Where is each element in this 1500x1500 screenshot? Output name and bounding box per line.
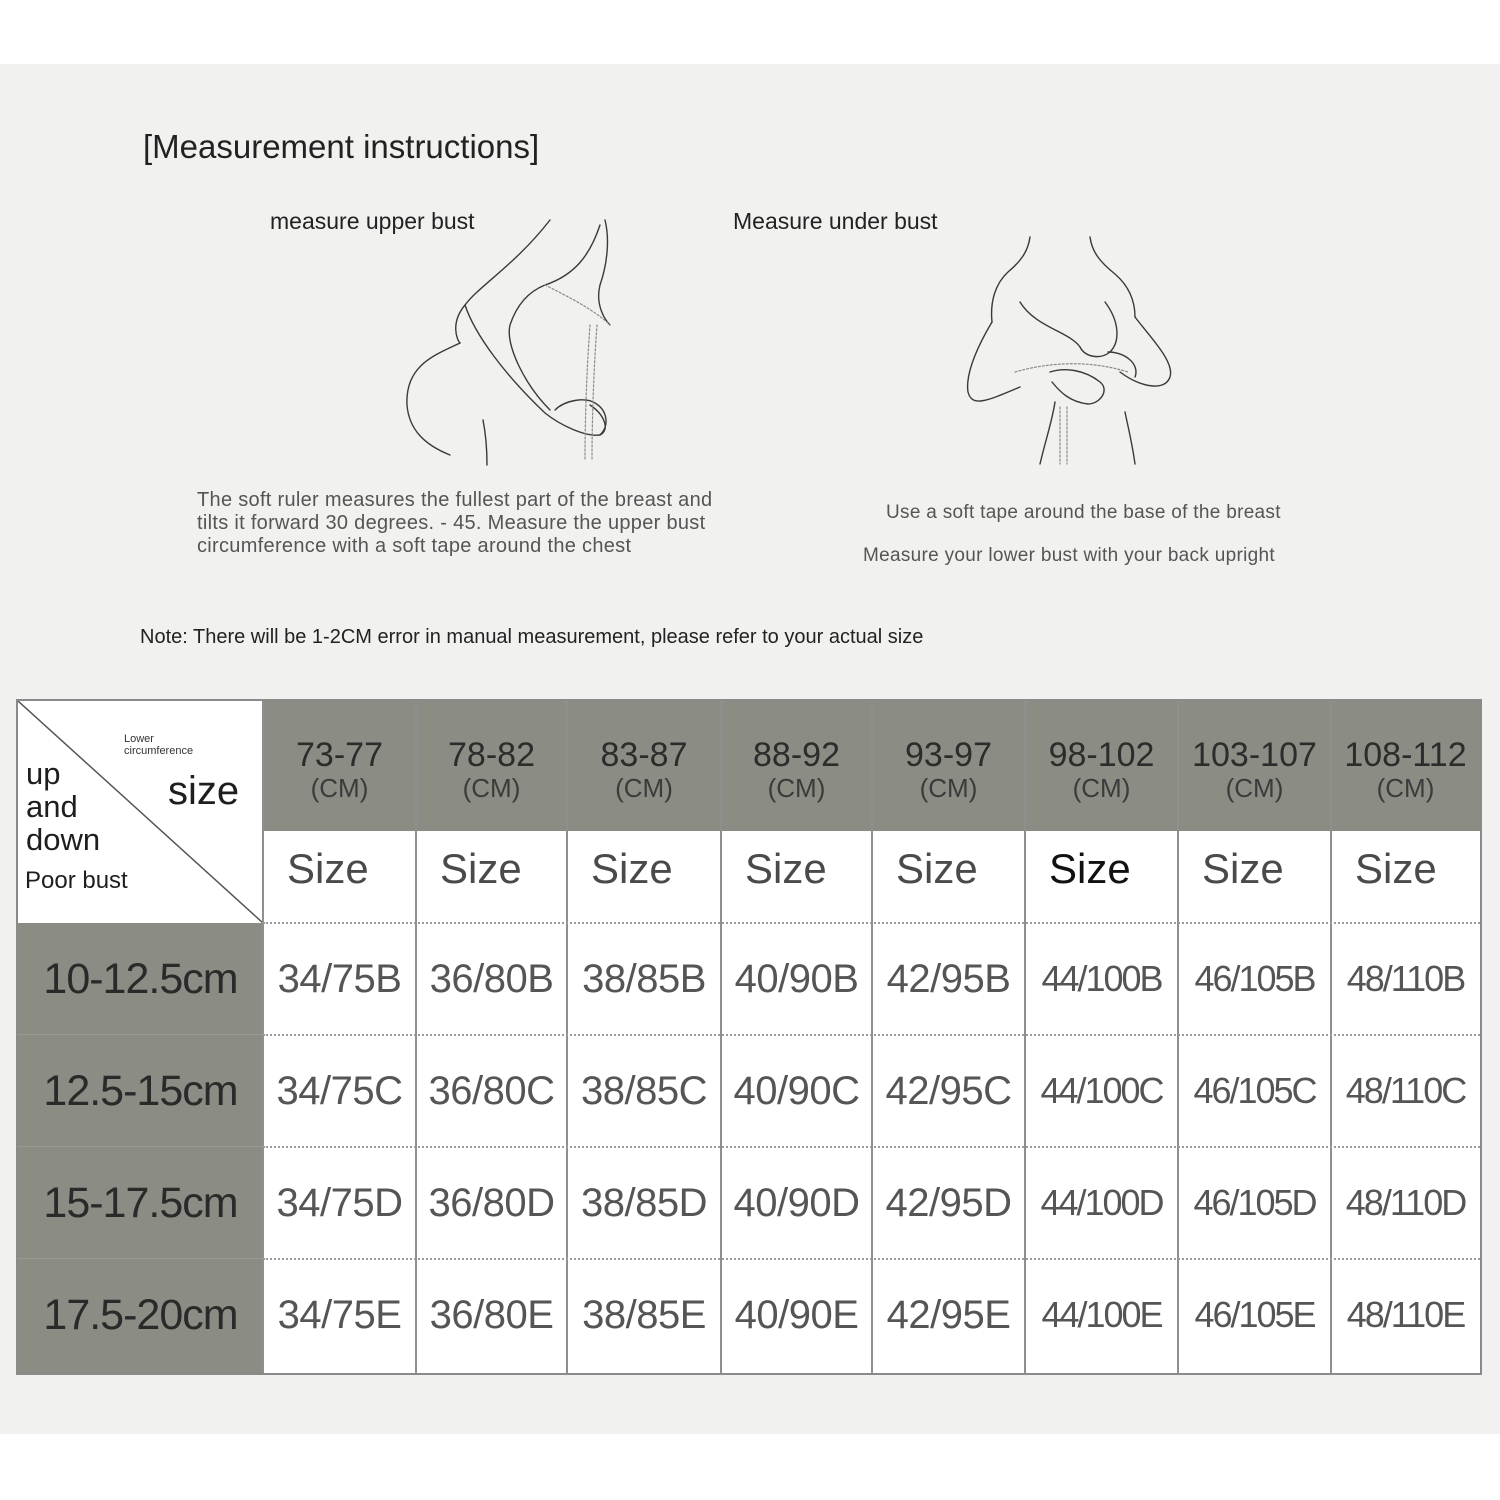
size-subheader: Size — [1025, 831, 1178, 923]
size-cell: 40/90C — [733, 1069, 860, 1113]
size-cell: 40/90B — [734, 957, 859, 1001]
column-unit: (CM) — [310, 773, 369, 803]
under-bust-description — [863, 491, 1281, 577]
size-subheader: Size — [263, 831, 416, 923]
size-cell: 48/110D — [1345, 1182, 1466, 1223]
size-subheader: Size — [1178, 831, 1331, 923]
size-cell: 46/105D — [1193, 1182, 1316, 1223]
column-unit: (CM) — [919, 773, 978, 803]
table-divider — [871, 701, 873, 1373]
row-label-15-17.5cm: 15-17.5cm — [18, 1147, 263, 1259]
size-cell: 48/110C — [1345, 1070, 1466, 1111]
upper-bust-caption: measure upper bust — [270, 208, 475, 234]
size-cell: 36/80D — [428, 1181, 555, 1225]
size-cell: 36/80C — [428, 1069, 555, 1113]
column-range: 108-112 — [1344, 736, 1467, 774]
upper-bust-desc-line-2: tilts it forward 30 degrees. - 45. Measure the upper bust — [197, 512, 706, 534]
size-cell: 42/95E — [886, 1293, 1011, 1337]
size-cell: 38/85C — [581, 1069, 707, 1113]
table-divider — [262, 701, 264, 1373]
table-divider — [18, 1034, 263, 1035]
column-header-73-77 — [263, 701, 416, 831]
column-header-83-87 — [567, 701, 721, 831]
size-subheader: Size — [872, 831, 1025, 923]
size-cell: 44/100E — [1041, 1294, 1162, 1335]
upper-bust-desc-line-3: circumference with a soft tape around the chest — [197, 535, 632, 557]
corner-lower-circumference-label — [124, 733, 193, 757]
corner-size-label: size — [168, 769, 240, 813]
row-label-10-12.5cm: 10-12.5cm — [18, 923, 263, 1035]
size-cell: 44/100C — [1040, 1070, 1163, 1111]
column-unit: (CM) — [615, 773, 673, 803]
size-subheader: Size — [567, 831, 721, 923]
table-divider — [18, 1258, 263, 1259]
under-bust-illustration — [960, 232, 1180, 467]
size-chart-table — [16, 699, 1482, 1375]
size-subheader: Size — [1331, 831, 1480, 923]
corner-lower-line-1: Lower — [124, 733, 154, 745]
corner-updown-line-2: and — [26, 789, 78, 824]
size-subheader: Size — [416, 831, 567, 923]
column-range: 73-77 — [296, 736, 383, 774]
column-range: 98-102 — [1048, 736, 1155, 774]
corner-updown-line-1: up — [26, 756, 61, 791]
size-cell: 34/75B — [277, 957, 402, 1001]
size-cell: 34/75C — [276, 1069, 403, 1113]
column-range: 78-82 — [448, 736, 535, 774]
table-divider — [263, 1258, 1480, 1260]
size-cell: 44/100B — [1041, 958, 1162, 999]
table-divider — [566, 701, 568, 1373]
size-cell: 46/105E — [1194, 1294, 1315, 1335]
column-header-93-97 — [872, 701, 1025, 831]
column-unit: (CM) — [767, 773, 826, 803]
size-cell: 38/85B — [582, 957, 706, 1001]
corner-up-and-down-label — [26, 757, 100, 856]
table-divider — [263, 1146, 1480, 1148]
upper-bust-description — [197, 489, 712, 558]
table-divider — [720, 701, 722, 1373]
row-label-12.5-15cm: 12.5-15cm — [18, 1035, 263, 1147]
size-cell: 40/90E — [734, 1293, 859, 1337]
size-cell: 36/80E — [429, 1293, 554, 1337]
column-range: 88-92 — [753, 736, 840, 774]
column-header-78-82 — [416, 701, 567, 831]
size-cell: 34/75D — [276, 1181, 403, 1225]
table-divider — [1024, 701, 1026, 1373]
table-divider — [1177, 701, 1179, 1373]
corner-lower-line-2: circumference — [124, 745, 194, 757]
column-header-108-112 — [1331, 701, 1480, 831]
column-header-103-107 — [1178, 701, 1331, 831]
table-divider — [263, 922, 1480, 924]
size-cell: 46/105C — [1193, 1070, 1316, 1111]
size-cell: 42/95D — [885, 1181, 1012, 1225]
corner-poor-bust-label: Poor bust — [25, 867, 128, 894]
under-bust-desc-line-1: Use a soft tape around the base of the breast — [886, 502, 1281, 523]
column-unit: (CM) — [1376, 773, 1435, 803]
table-divider — [18, 1146, 263, 1147]
upper-bust-illustration — [395, 215, 635, 465]
size-cell: 38/85E — [582, 1293, 706, 1337]
upper-bust-desc-line-1: The soft ruler measures the fullest part of the breast and — [197, 489, 713, 511]
column-range: 83-87 — [600, 736, 688, 774]
column-unit: (CM) — [462, 773, 521, 803]
column-header-88-92 — [721, 701, 872, 831]
under-bust-desc-line-2: Measure your lower bust with your back upright — [863, 545, 1275, 566]
table-divider — [415, 701, 417, 1373]
column-range: 93-97 — [905, 736, 992, 774]
column-range: 103-107 — [1192, 736, 1317, 774]
column-header-98-102 — [1025, 701, 1178, 831]
size-cell: 48/110B — [1346, 958, 1465, 999]
size-cell: 48/110E — [1346, 1294, 1465, 1335]
table-divider — [1330, 701, 1332, 1373]
under-bust-caption: Measure under bust — [733, 208, 938, 234]
size-cell: 40/90D — [733, 1181, 860, 1225]
size-cell: 34/75E — [277, 1293, 402, 1337]
page-title: [Measurement instructions] — [143, 128, 540, 165]
size-subheader: Size — [721, 831, 872, 923]
size-cell: 38/85D — [581, 1181, 707, 1225]
column-unit: (CM) — [1072, 773, 1131, 803]
row-label-17.5-20cm: 17.5-20cm — [18, 1259, 263, 1373]
corner-updown-line-3: down — [26, 822, 101, 857]
measurement-note: Note: There will be 1-2CM error in manual measurement, please refer to your actual size — [140, 626, 924, 648]
size-cell: 42/95B — [886, 957, 1011, 1001]
size-cell: 46/105B — [1194, 958, 1315, 999]
column-unit: (CM) — [1225, 773, 1284, 803]
size-cell: 42/95C — [885, 1069, 1012, 1113]
size-cell: 36/80B — [429, 957, 554, 1001]
table-corner-cell — [18, 701, 263, 923]
size-cell: 44/100D — [1040, 1182, 1163, 1223]
table-divider — [263, 1034, 1480, 1036]
